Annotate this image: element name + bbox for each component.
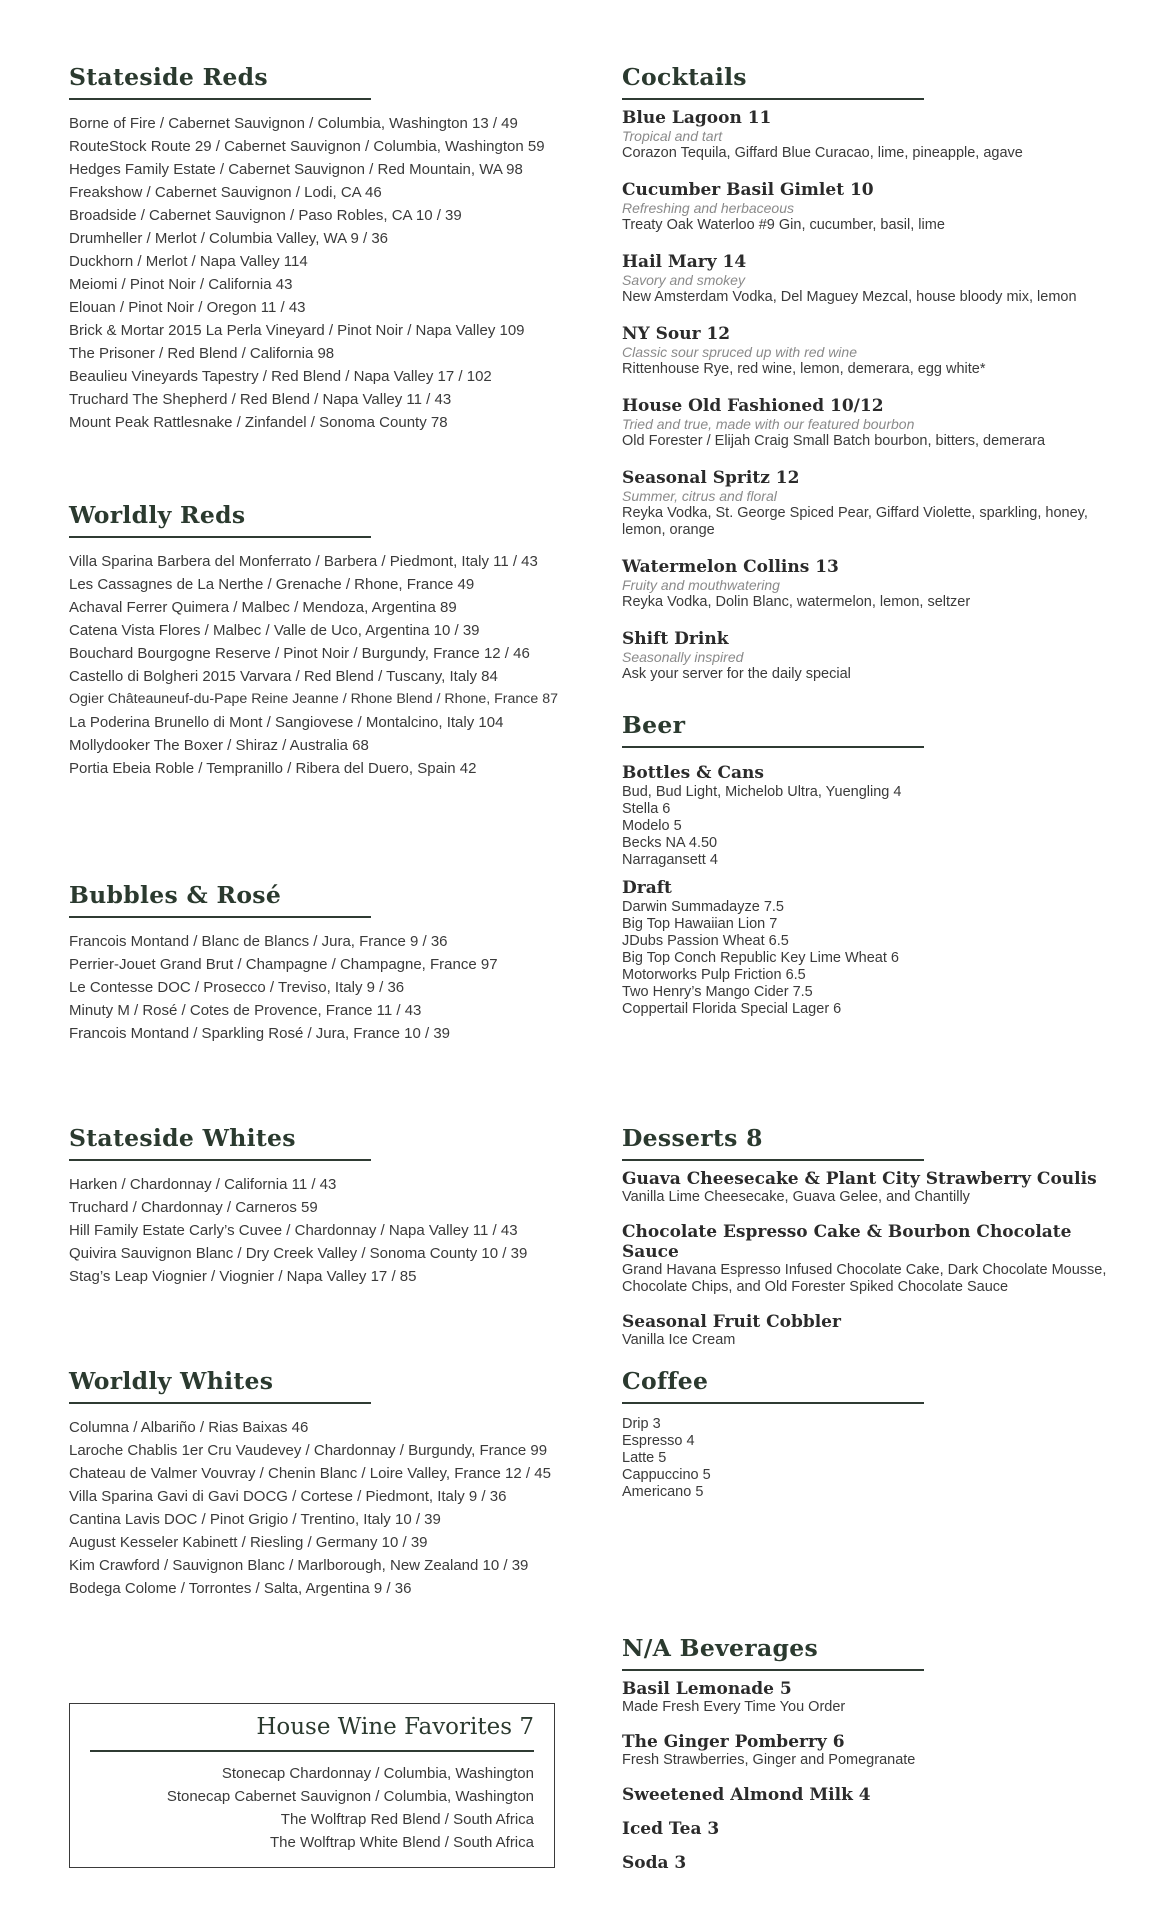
section-heading: N/A Beverages bbox=[622, 1634, 819, 1662]
coffee-section bbox=[622, 1366, 1122, 1501]
wine-item: Quivira Sauvignon Blanc / Dry Creek Valley / Sonoma County 10 / 39 bbox=[69, 1245, 528, 1262]
beer-item: Coppertail Florida Special Lager 6 bbox=[622, 1001, 842, 1017]
house-wine-item: Stonecap Chardonnay / Columbia, Washington bbox=[221, 1765, 534, 1782]
coffee-item: Drip 3 bbox=[622, 1416, 661, 1432]
wine-item: Columna / Albariño / Rias Baixas 46 bbox=[69, 1419, 309, 1436]
house-wine-item: The Wolftrap Red Blend / South Africa bbox=[280, 1811, 534, 1828]
na-name: Sweetened Almond Milk 4 bbox=[622, 1785, 871, 1805]
na-item bbox=[622, 1679, 1122, 1716]
beer-item: Bud, Bud Light, Michelob Ultra, Yuengling 4 bbox=[622, 784, 902, 800]
house-wine-item: Stonecap Cabernet Sauvignon / Columbia, Washington bbox=[166, 1788, 534, 1805]
na-item bbox=[622, 1853, 1122, 1873]
dessert-name: Seasonal Fruit Cobbler bbox=[622, 1312, 841, 1332]
na-desc: Made Fresh Every Time You Order bbox=[622, 1699, 846, 1715]
wine-item: Les Cassagnes de La Nerthe / Grenache / Rhone, France 49 bbox=[69, 576, 475, 593]
heading-divider bbox=[90, 1750, 534, 1752]
cocktail-desc: New Amsterdam Vodka, Del Maguey Mezcal, house bloody mix, lemon bbox=[622, 289, 1077, 305]
house-wine-box bbox=[69, 1703, 555, 1868]
heading-divider bbox=[622, 98, 924, 100]
desserts-section bbox=[622, 1123, 1122, 1349]
wine-item: Bodega Colome / Torrontes / Salta, Argentina 9 / 36 bbox=[69, 1580, 412, 1597]
heading-divider bbox=[622, 746, 924, 748]
section-heading: Bubbles & Rosé bbox=[69, 881, 282, 909]
na-name: Iced Tea 3 bbox=[622, 1819, 720, 1839]
beer-subheading: Bottles & Cans bbox=[622, 763, 764, 783]
dessert-name: Guava Cheesecake & Plant City Strawberry Coulis bbox=[622, 1169, 1097, 1189]
beer-section bbox=[622, 710, 1122, 1018]
section-heading: Coffee bbox=[622, 1367, 709, 1395]
wine-item: Chateau de Valmer Vouvray / Chenin Blanc / Loire Valley, France 12 / 45 bbox=[69, 1465, 551, 1482]
wine-item: Villa Sparina Gavi di Gavi DOCG / Cortese / Piedmont, Italy 9 / 36 bbox=[69, 1488, 507, 1505]
wine-item: Francois Montand / Blanc de Blancs / Jura, France 9 / 36 bbox=[69, 933, 448, 950]
cocktail-name: Hail Mary 14 bbox=[622, 252, 747, 272]
wine-item: Meiomi / Pinot Noir / California 43 bbox=[69, 276, 293, 293]
beer-item: Narragansett 4 bbox=[622, 852, 718, 868]
wine-item: Villa Sparina Barbera del Monferrato / Barbera / Piedmont, Italy 11 / 43 bbox=[69, 553, 538, 570]
cocktail-tagline: Seasonally inspired bbox=[622, 649, 744, 665]
heading-divider bbox=[69, 536, 371, 538]
dessert-desc: Grand Havana Espresso Infused Chocolate Cake, Dark Chocolate Mousse, Chocolate Chips, and Old Forester Spiked Chocolate Sauce bbox=[622, 1262, 1107, 1295]
bottles-list bbox=[622, 784, 1122, 869]
wine-item: Brick & Mortar 2015 La Perla Vineyard / Pinot Noir / Napa Valley 109 bbox=[69, 322, 525, 339]
wine-item: Minuty M / Rosé / Cotes de Provence, France 11 / 43 bbox=[69, 1002, 422, 1019]
na-name: Soda 3 bbox=[622, 1853, 687, 1873]
na-item bbox=[622, 1819, 1122, 1839]
wine-item: Drumheller / Merlot / Columbia Valley, WA 9 / 36 bbox=[69, 230, 388, 247]
wine-item: Hill Family Estate Carly’s Cuvee / Chardonnay / Napa Valley 11 / 43 bbox=[69, 1222, 518, 1239]
beer-subheading: Draft bbox=[622, 878, 672, 898]
heading-divider bbox=[69, 1159, 371, 1161]
dessert-name: Chocolate Espresso Cake & Bourbon Chocolate Sauce bbox=[622, 1222, 1072, 1262]
cocktail-item bbox=[622, 396, 1122, 450]
coffee-list bbox=[622, 1416, 1122, 1501]
wine-item: Mollydooker The Boxer / Shiraz / Australia 68 bbox=[69, 737, 369, 754]
wine-item: Cantina Lavis DOC / Pinot Grigio / Trentino, Italy 10 / 39 bbox=[69, 1511, 441, 1528]
wine-list bbox=[69, 1416, 569, 1600]
cocktail-desc: Reyka Vodka, Dolin Blanc, watermelon, lemon, seltzer bbox=[622, 594, 971, 610]
heading-divider bbox=[622, 1402, 924, 1404]
wine-list bbox=[69, 930, 569, 1045]
beer-item: Two Henry’s Mango Cider 7.5 bbox=[622, 984, 813, 1000]
cocktail-name: Shift Drink bbox=[622, 629, 729, 649]
section-heading: Beer bbox=[622, 711, 686, 739]
dessert-item bbox=[622, 1169, 1122, 1206]
cocktail-item bbox=[622, 324, 1122, 378]
cocktail-item bbox=[622, 629, 1122, 683]
beer-item: Becks NA 4.50 bbox=[622, 835, 718, 851]
wine-list bbox=[69, 1173, 569, 1288]
wine-item: August Kesseler Kabinett / Riesling / Germany 10 / 39 bbox=[69, 1534, 428, 1551]
wine-item: Bouchard Bourgogne Reserve / Pinot Noir / Burgundy, France 12 / 46 bbox=[69, 645, 530, 662]
na-item bbox=[622, 1785, 1122, 1805]
cocktail-tagline: Fruity and mouthwatering bbox=[622, 577, 780, 593]
cocktail-name: Seasonal Spritz 12 bbox=[622, 468, 800, 488]
heading-divider bbox=[69, 1402, 371, 1404]
wine-item: The Prisoner / Red Blend / California 98 bbox=[69, 345, 335, 362]
house-wine-title: House Wine Favorites 7 bbox=[256, 1714, 534, 1740]
na-beverages-section bbox=[622, 1633, 1122, 1873]
cocktail-name: Cucumber Basil Gimlet 10 bbox=[622, 180, 874, 200]
wine-list bbox=[69, 112, 569, 434]
section-heading: Worldly Whites bbox=[69, 1367, 274, 1395]
cocktail-item bbox=[622, 557, 1122, 611]
beer-item: Big Top Conch Republic Key Lime Wheat 6 bbox=[622, 950, 899, 966]
beer-item: JDubs Passion Wheat 6.5 bbox=[622, 933, 789, 949]
na-name: The Ginger Pomberry 6 bbox=[622, 1732, 845, 1752]
dessert-item bbox=[622, 1312, 1122, 1349]
wine-item: Le Contesse DOC / Prosecco / Treviso, Italy 9 / 36 bbox=[69, 979, 405, 996]
na-name: Basil Lemonade 5 bbox=[622, 1679, 792, 1699]
wine-item: Ogier Châteauneuf-du-Pape Reine Jeanne / Rhone Blend / Rhone, France 87 bbox=[69, 691, 559, 707]
cocktail-tagline: Summer, citrus and floral bbox=[622, 488, 777, 504]
coffee-item: Espresso 4 bbox=[622, 1433, 695, 1449]
beer-item: Stella 6 bbox=[622, 801, 671, 817]
wine-item: Beaulieu Vineyards Tapestry / Red Blend / Napa Valley 17 / 102 bbox=[69, 368, 492, 385]
cocktail-name: Blue Lagoon 11 bbox=[622, 108, 772, 128]
wine-item: Laroche Chablis 1er Cru Vaudevey / Chardonnay / Burgundy, France 99 bbox=[69, 1442, 548, 1459]
cocktail-desc: Reyka Vodka, St. George Spiced Pear, Giffard Violette, sparkling, honey, lemon, orange bbox=[622, 505, 1088, 538]
wine-item: Freakshow / Cabernet Sauvignon / Lodi, CA 46 bbox=[69, 184, 382, 201]
wine-item: Catena Vista Flores / Malbec / Valle de Uco, Argentina 10 / 39 bbox=[69, 622, 480, 639]
cocktail-name: Watermelon Collins 13 bbox=[622, 557, 839, 577]
wine-item: Harken / Chardonnay / California 11 / 43 bbox=[69, 1176, 337, 1193]
wine-item: Truchard / Chardonnay / Carneros 59 bbox=[69, 1199, 318, 1216]
dessert-item bbox=[622, 1222, 1122, 1296]
wine-item: Perrier-Jouet Grand Brut / Champagne / Champagne, France 97 bbox=[69, 956, 498, 973]
section-heading: Cocktails bbox=[622, 63, 747, 91]
wine-item: Portia Ebeia Roble / Tempranillo / Ribera del Duero, Spain 42 bbox=[69, 760, 477, 777]
wine-item: Hedges Family Estate / Cabernet Sauvignon / Red Mountain, WA 98 bbox=[69, 161, 523, 178]
cocktail-item bbox=[622, 180, 1122, 234]
wine-item: Castello di Bolgheri 2015 Varvara / Red Blend / Tuscany, Italy 84 bbox=[69, 668, 498, 685]
worldly-whites-section bbox=[69, 1366, 569, 1600]
wine-item: RouteStock Route 29 / Cabernet Sauvignon / Columbia, Washington 59 bbox=[69, 138, 545, 155]
cocktail-item bbox=[622, 468, 1122, 539]
section-heading: Worldly Reds bbox=[69, 501, 246, 529]
beer-item: Darwin Summadayze 7.5 bbox=[622, 899, 784, 915]
bubbles-rose-section bbox=[69, 880, 569, 1045]
section-heading: Stateside Whites bbox=[69, 1124, 296, 1152]
house-wine-list bbox=[167, 1762, 534, 1854]
wine-item: Stag’s Leap Viognier / Viognier / Napa Valley 17 / 85 bbox=[69, 1268, 417, 1285]
wine-item: Mount Peak Rattlesnake / Zinfandel / Sonoma County 78 bbox=[69, 414, 448, 431]
cocktail-tagline: Tropical and tart bbox=[622, 128, 723, 144]
heading-divider bbox=[69, 98, 371, 100]
beer-item: Modelo 5 bbox=[622, 818, 682, 834]
wine-item: Broadside / Cabernet Sauvignon / Paso Robles, CA 10 / 39 bbox=[69, 207, 462, 224]
beer-item: Big Top Hawaiian Lion 7 bbox=[622, 916, 778, 932]
na-desc: Fresh Strawberries, Ginger and Pomegranate bbox=[622, 1752, 916, 1768]
cocktail-name: House Old Fashioned 10/12 bbox=[622, 396, 884, 416]
cocktail-name: NY Sour 12 bbox=[622, 324, 731, 344]
wine-item: Borne of Fire / Cabernet Sauvignon / Columbia, Washington 13 / 49 bbox=[69, 115, 518, 132]
dessert-desc: Vanilla Lime Cheesecake, Guava Gelee, and Chantilly bbox=[622, 1189, 970, 1205]
cocktail-tagline: Refreshing and herbaceous bbox=[622, 200, 795, 216]
na-item bbox=[622, 1732, 1122, 1769]
wine-item: Elouan / Pinot Noir / Oregon 11 / 43 bbox=[69, 299, 306, 316]
cocktail-item bbox=[622, 108, 1122, 162]
coffee-item: Americano 5 bbox=[622, 1484, 704, 1500]
heading-divider bbox=[622, 1669, 924, 1671]
section-heading: Stateside Reds bbox=[69, 63, 268, 91]
heading-divider bbox=[622, 1159, 924, 1161]
worldly-reds-section bbox=[69, 500, 569, 780]
coffee-item: Latte 5 bbox=[622, 1450, 667, 1466]
beer-item: Motorworks Pulp Friction 6.5 bbox=[622, 967, 806, 983]
dessert-desc: Vanilla Ice Cream bbox=[622, 1332, 736, 1348]
cocktail-desc: Corazon Tequila, Giffard Blue Curacao, lime, pineapple, agave bbox=[622, 145, 1023, 161]
wine-item: Francois Montand / Sparkling Rosé / Jura, France 10 / 39 bbox=[69, 1025, 451, 1042]
heading-divider bbox=[69, 916, 371, 918]
wine-item: Achaval Ferrer Quimera / Malbec / Mendoza, Argentina 89 bbox=[69, 599, 457, 616]
cocktail-desc: Rittenhouse Rye, red wine, lemon, demerara, egg white* bbox=[622, 361, 986, 377]
section-heading: Desserts 8 bbox=[622, 1124, 763, 1152]
house-wine-item: The Wolftrap White Blend / South Africa bbox=[269, 1834, 534, 1851]
wine-item: Truchard The Shepherd / Red Blend / Napa Valley 11 / 43 bbox=[69, 391, 452, 408]
wine-item: Duckhorn / Merlot / Napa Valley 114 bbox=[69, 253, 308, 270]
wine-item: La Poderina Brunello di Mont / Sangiovese / Montalcino, Italy 104 bbox=[69, 714, 504, 731]
cocktails-section bbox=[622, 62, 1122, 683]
cocktail-item bbox=[622, 252, 1122, 306]
cocktail-tagline: Savory and smokey bbox=[622, 272, 745, 288]
stateside-whites-section bbox=[69, 1123, 569, 1288]
cocktail-desc: Ask your server for the daily special bbox=[622, 666, 851, 682]
cocktail-tagline: Classic sour spruced up with red wine bbox=[622, 344, 857, 360]
coffee-item: Cappuccino 5 bbox=[622, 1467, 711, 1483]
cocktail-desc: Treaty Oak Waterloo #9 Gin, cucumber, basil, lime bbox=[622, 217, 945, 233]
draft-list bbox=[622, 899, 1122, 1018]
cocktail-desc: Old Forester / Elijah Craig Small Batch bourbon, bitters, demerara bbox=[622, 433, 1046, 449]
wine-list bbox=[69, 550, 569, 780]
cocktail-tagline: Tried and true, made with our featured bourbon bbox=[622, 416, 915, 432]
stateside-reds-section bbox=[69, 62, 569, 434]
wine-item: Kim Crawford / Sauvignon Blanc / Marlborough, New Zealand 10 / 39 bbox=[69, 1557, 529, 1574]
